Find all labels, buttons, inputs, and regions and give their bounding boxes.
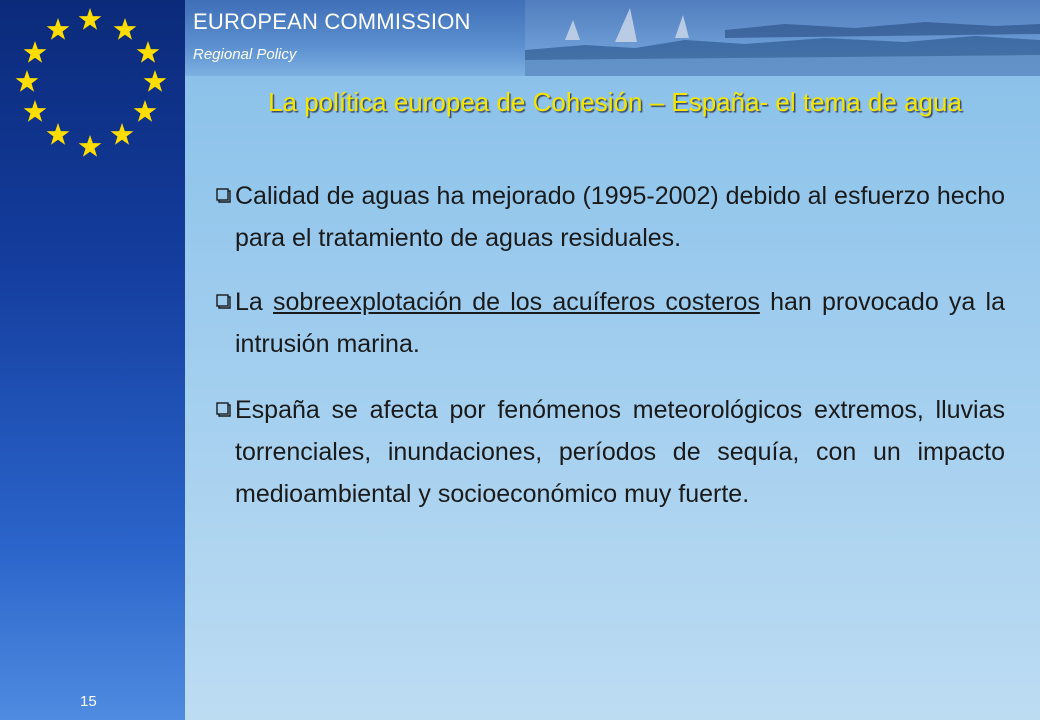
bullet-list <box>215 175 1005 537</box>
bullet-text-suffix: han provocado ya la intrusión marina. <box>235 288 1005 358</box>
organization-name: EUROPEAN COMMISSION <box>193 9 471 34</box>
bullet-text-prefix: La <box>235 288 274 316</box>
checkbox-bullet-icon <box>216 402 231 417</box>
department-name: Regional Policy <box>193 46 297 63</box>
eu-flag-stars-icon <box>0 0 185 170</box>
bullet-item <box>215 175 1005 259</box>
bullet-item <box>215 389 1005 515</box>
slide-title: La política europea de Cohesión – España- el tema de agua <box>268 87 962 117</box>
checkbox-bullet-icon <box>216 294 231 309</box>
bullet-link[interactable]: sobreexplotación de los acuíferos costeros <box>273 288 760 316</box>
checkbox-bullet-icon <box>216 188 231 203</box>
bullet-text: España se afecta por fenómenos meteorológicos extremos, lluvias torrenciales, inundaciones, períodos de sequía, con un impacto medioambiental y socioeconómico muy fuerte. <box>235 396 1005 508</box>
page-number: 15 <box>80 693 97 710</box>
bullet-item <box>215 281 1005 365</box>
bullet-text: Calidad de aguas ha mejorado (1995-2002) debido al esfuerzo hecho para el tratamiento de aguas residuales. <box>235 182 1005 252</box>
harbour-photo <box>525 0 1040 76</box>
